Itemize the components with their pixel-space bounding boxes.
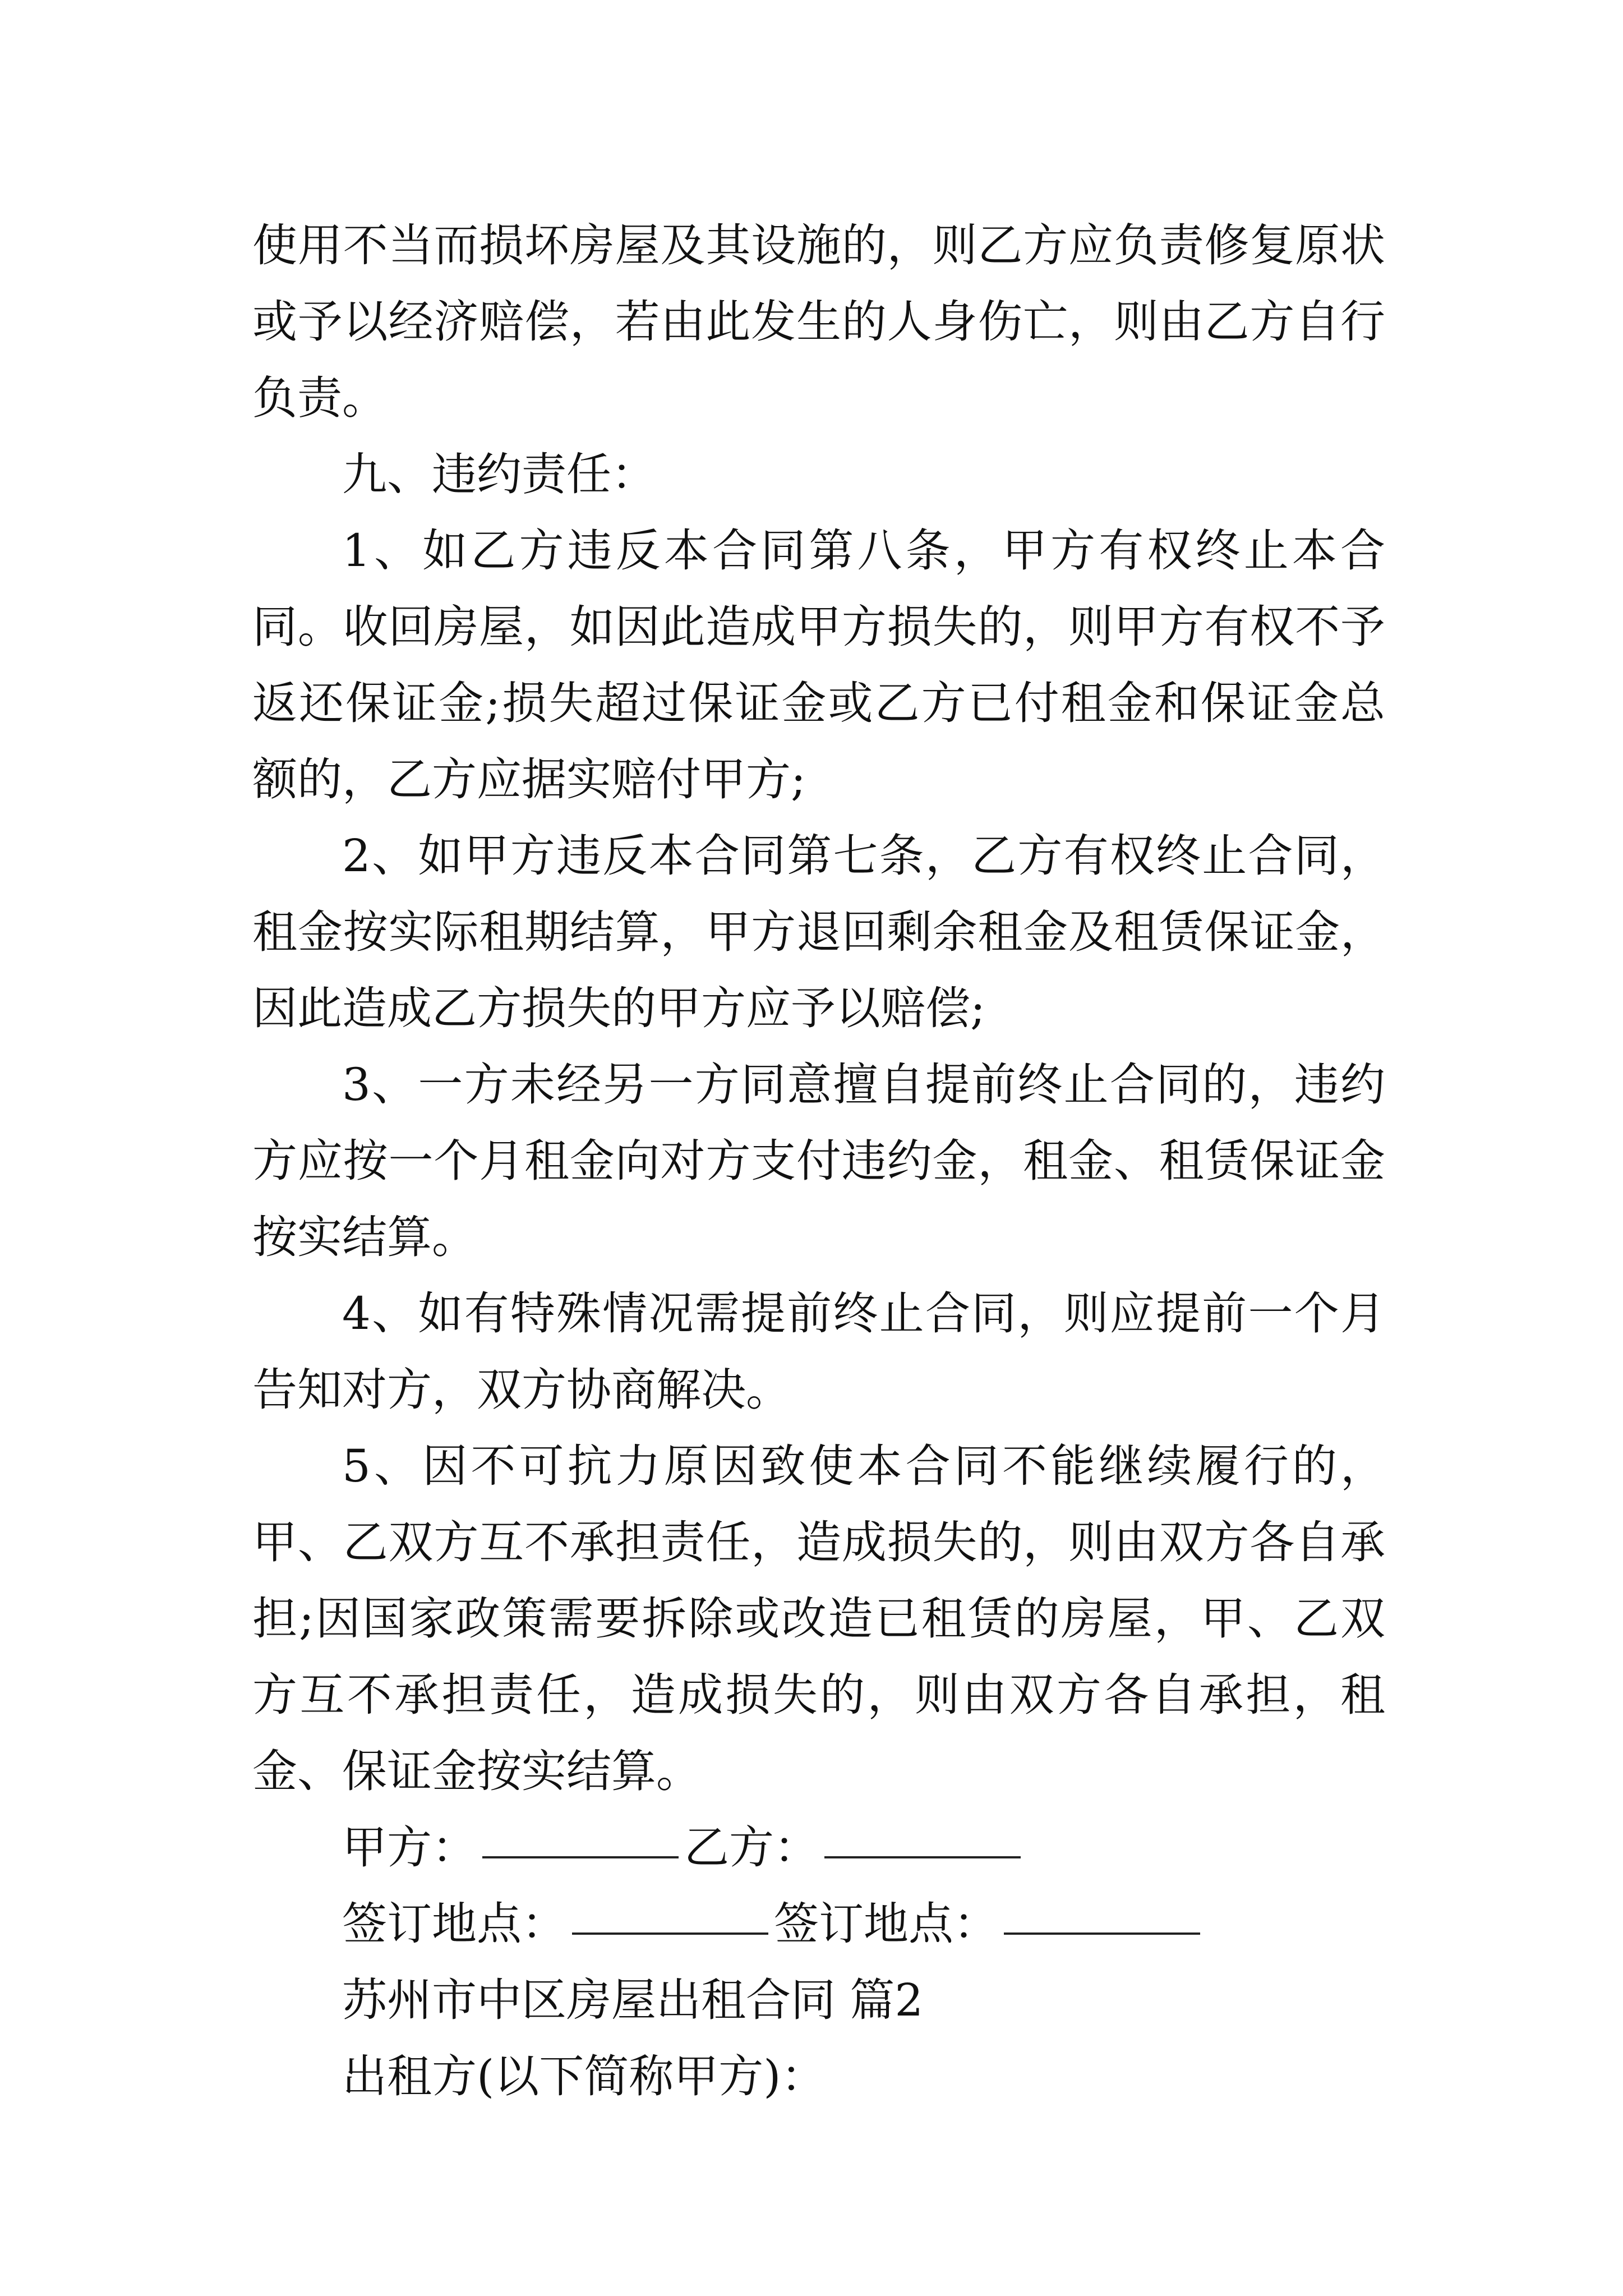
- party-a-blank: [482, 1854, 679, 1858]
- place-b-blank: [1004, 1930, 1200, 1935]
- party-b-label: 乙方：: [684, 1821, 819, 1874]
- lessor-label: 出租方(以下简称甲方)：: [342, 2050, 826, 2102]
- paragraph-damage-liability: 使用不当而损坏房屋及其设施的，则乙方应负责修复原状或予以经济赔偿，若由此发生的人身伤亡，则由乙方自行负责。: [252, 219, 1385, 424]
- section-heading-breach: 九、违约责任：: [342, 448, 656, 500]
- party-b-blank: [824, 1854, 1021, 1858]
- document-page: [252, 208, 1385, 2115]
- place-a-blank: [572, 1930, 768, 1935]
- clause-4: 4、如有特殊情况需提前终止合同，则应提前一个月告知对方，双方协商解决。: [252, 1287, 1385, 1416]
- clause-3: 3、一方未经另一方同意擅自提前终止合同的，违约方应按一个月租金向对方支付违约金，租金、租赁保证金按实结算。: [252, 1059, 1385, 1263]
- clause-2: 2、如甲方违反本合同第七条，乙方有权终止合同，租金按实际租期结算，甲方退回剩余租金及租赁保证金，因此造成乙方损失的甲方应予以赔偿;: [252, 830, 1385, 1034]
- next-contract-title: 苏州市中区房屋出租合同 篇2: [342, 1974, 924, 2026]
- party-a-label: 甲方：: [342, 1821, 477, 1874]
- clause-1: 1、如乙方违反本合同第八条，甲方有权终止本合同。收回房屋，如因此造成甲方损失的，则甲方有权不予返还保证金;损失超过保证金或乙方已付租金和保证金总额的，乙方应据实赔付甲方;: [252, 524, 1385, 806]
- signature-place-line: [252, 1886, 1385, 1962]
- place-b-label: 签订地点：: [774, 1898, 998, 1950]
- clause-5: 5、因不可抗力原因致使本合同不能继续履行的，甲、乙双方互不承担责任，造成损失的，则由双方各自承担;因国家政策需要拆除或改造已租赁的房屋，甲、乙双方互不承担责任，造成损失的，则由双方各自承担，租金、保证金按实结算。: [252, 1440, 1385, 1797]
- signature-parties-line: [252, 1810, 1385, 1886]
- place-a-label: 签订地点：: [342, 1898, 566, 1950]
